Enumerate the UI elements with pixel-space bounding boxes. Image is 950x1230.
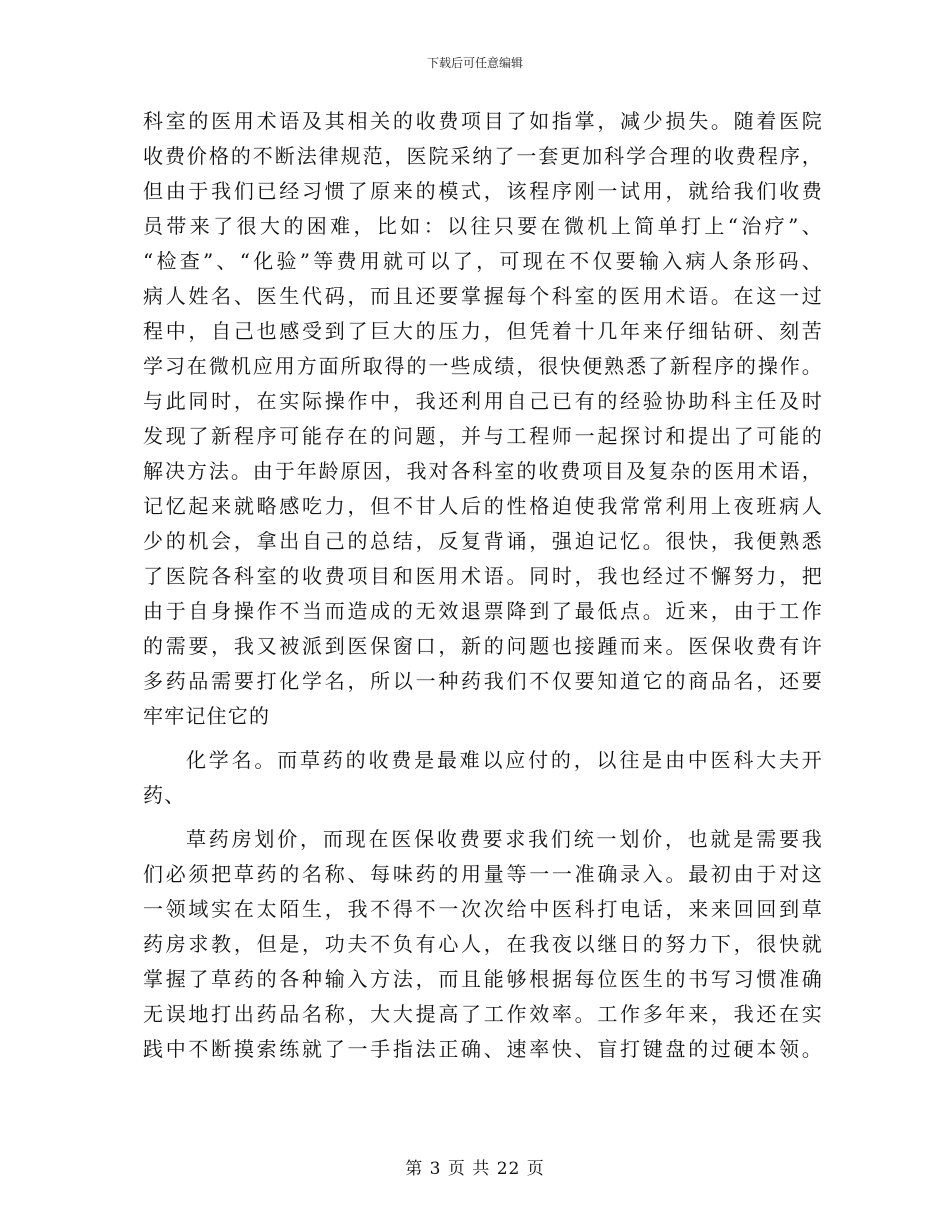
text-line: 多药品需要打化学名，所以一种药我们不仅要知道它的商品名，还要	[143, 669, 823, 693]
text-line: 记忆起来就略感吃力，但不甘人后的性格迫使我常常利用上夜班病人	[143, 494, 823, 518]
text-line: 化学名。而草药的收费是最难以应付的，以往是由中医科大夫开	[186, 748, 823, 772]
paragraph	[143, 743, 823, 813]
text-line: 解决方法。由于年龄原因，我对各科室的收费项目及复杂的医用术语，	[143, 459, 823, 483]
text-line: 草药房划价，而现在医保收费要求我们统一划价，也就是需要我	[186, 827, 823, 851]
text-line: 药房求教，但是，功夫不负有心人，在我夜以继日的努力下，很快就	[143, 932, 823, 956]
text-line: 少的机会，拿出自己的总结，反复背诵，强迫记忆。很快，我便熟悉	[143, 529, 823, 553]
text-line: 牢牢记住它的	[143, 704, 271, 728]
text-line: 一领域实在太陌生，我不得不一次次给中医科打电话，来来回回到草	[143, 897, 823, 921]
text-line: 由于自身操作不当而造成的无效退票降到了最低点。近来，由于工作	[143, 599, 823, 623]
paragraph	[143, 104, 823, 734]
text-line: 的需要，我又被派到医保窗口，新的问题也接踵而来。医保收费有许	[143, 634, 823, 658]
text-line: 科室的医用术语及其相关的收费项目了如指掌，减少损失。随着医院	[143, 109, 823, 133]
text-line: 们必须把草药的名称、每味药的用量等一一准确录入。最初由于对这	[143, 862, 823, 886]
text-line: 药、	[143, 783, 186, 807]
text-line: 掌握了草药的各种输入方法，而且能够根据每位医生的书写习惯准确	[143, 967, 823, 991]
text-line: 学习在微机应用方面所取得的一些成绩，很快便熟悉了新程序的操作。	[143, 354, 823, 378]
page-number: 第 3 页 共 22 页	[405, 1159, 545, 1179]
text-line: 发现了新程序可能存在的问题，并与工程师一起探讨和提出了可能的	[143, 424, 823, 448]
document-body	[143, 104, 823, 1067]
text-line: 但由于我们已经习惯了原来的模式，该程序刚一试用，就给我们收费	[143, 179, 823, 203]
text-line: 程中，自己也感受到了巨大的压力，但凭着十几年来仔细钻研、刻苦	[143, 319, 823, 343]
text-line: 了医院各科室的收费项目和医用术语。同时，我也经过不懈努力，把	[143, 564, 823, 588]
paragraph	[143, 822, 823, 1067]
text-line: 无误地打出药品名称，大大提高了工作效率。工作多年来，我还在实	[143, 1002, 823, 1026]
text-line: 与此同时，在实际操作中，我还利用自己已有的经验协助科主任及时	[143, 389, 823, 413]
text-line: 员带来了很大的困难，比如：以往只要在微机上简单打上“治疗”、	[143, 214, 823, 238]
text-line: 收费价格的不断法律规范，医院采纳了一套更加科学合理的收费程序，	[143, 144, 823, 168]
text-line: “检查”、“化验”等费用就可以了，可现在不仅要输入病人条形码、	[143, 249, 823, 273]
text-line: 病人姓名、医生代码，而且还要掌握每个科室的医用术语。在这一过	[143, 284, 823, 308]
page-header: 下载后可任意编辑	[426, 56, 523, 70]
text-line: 践中不断摸索练就了一手指法正确、速率快、盲打键盘的过硬本领。	[143, 1037, 823, 1061]
